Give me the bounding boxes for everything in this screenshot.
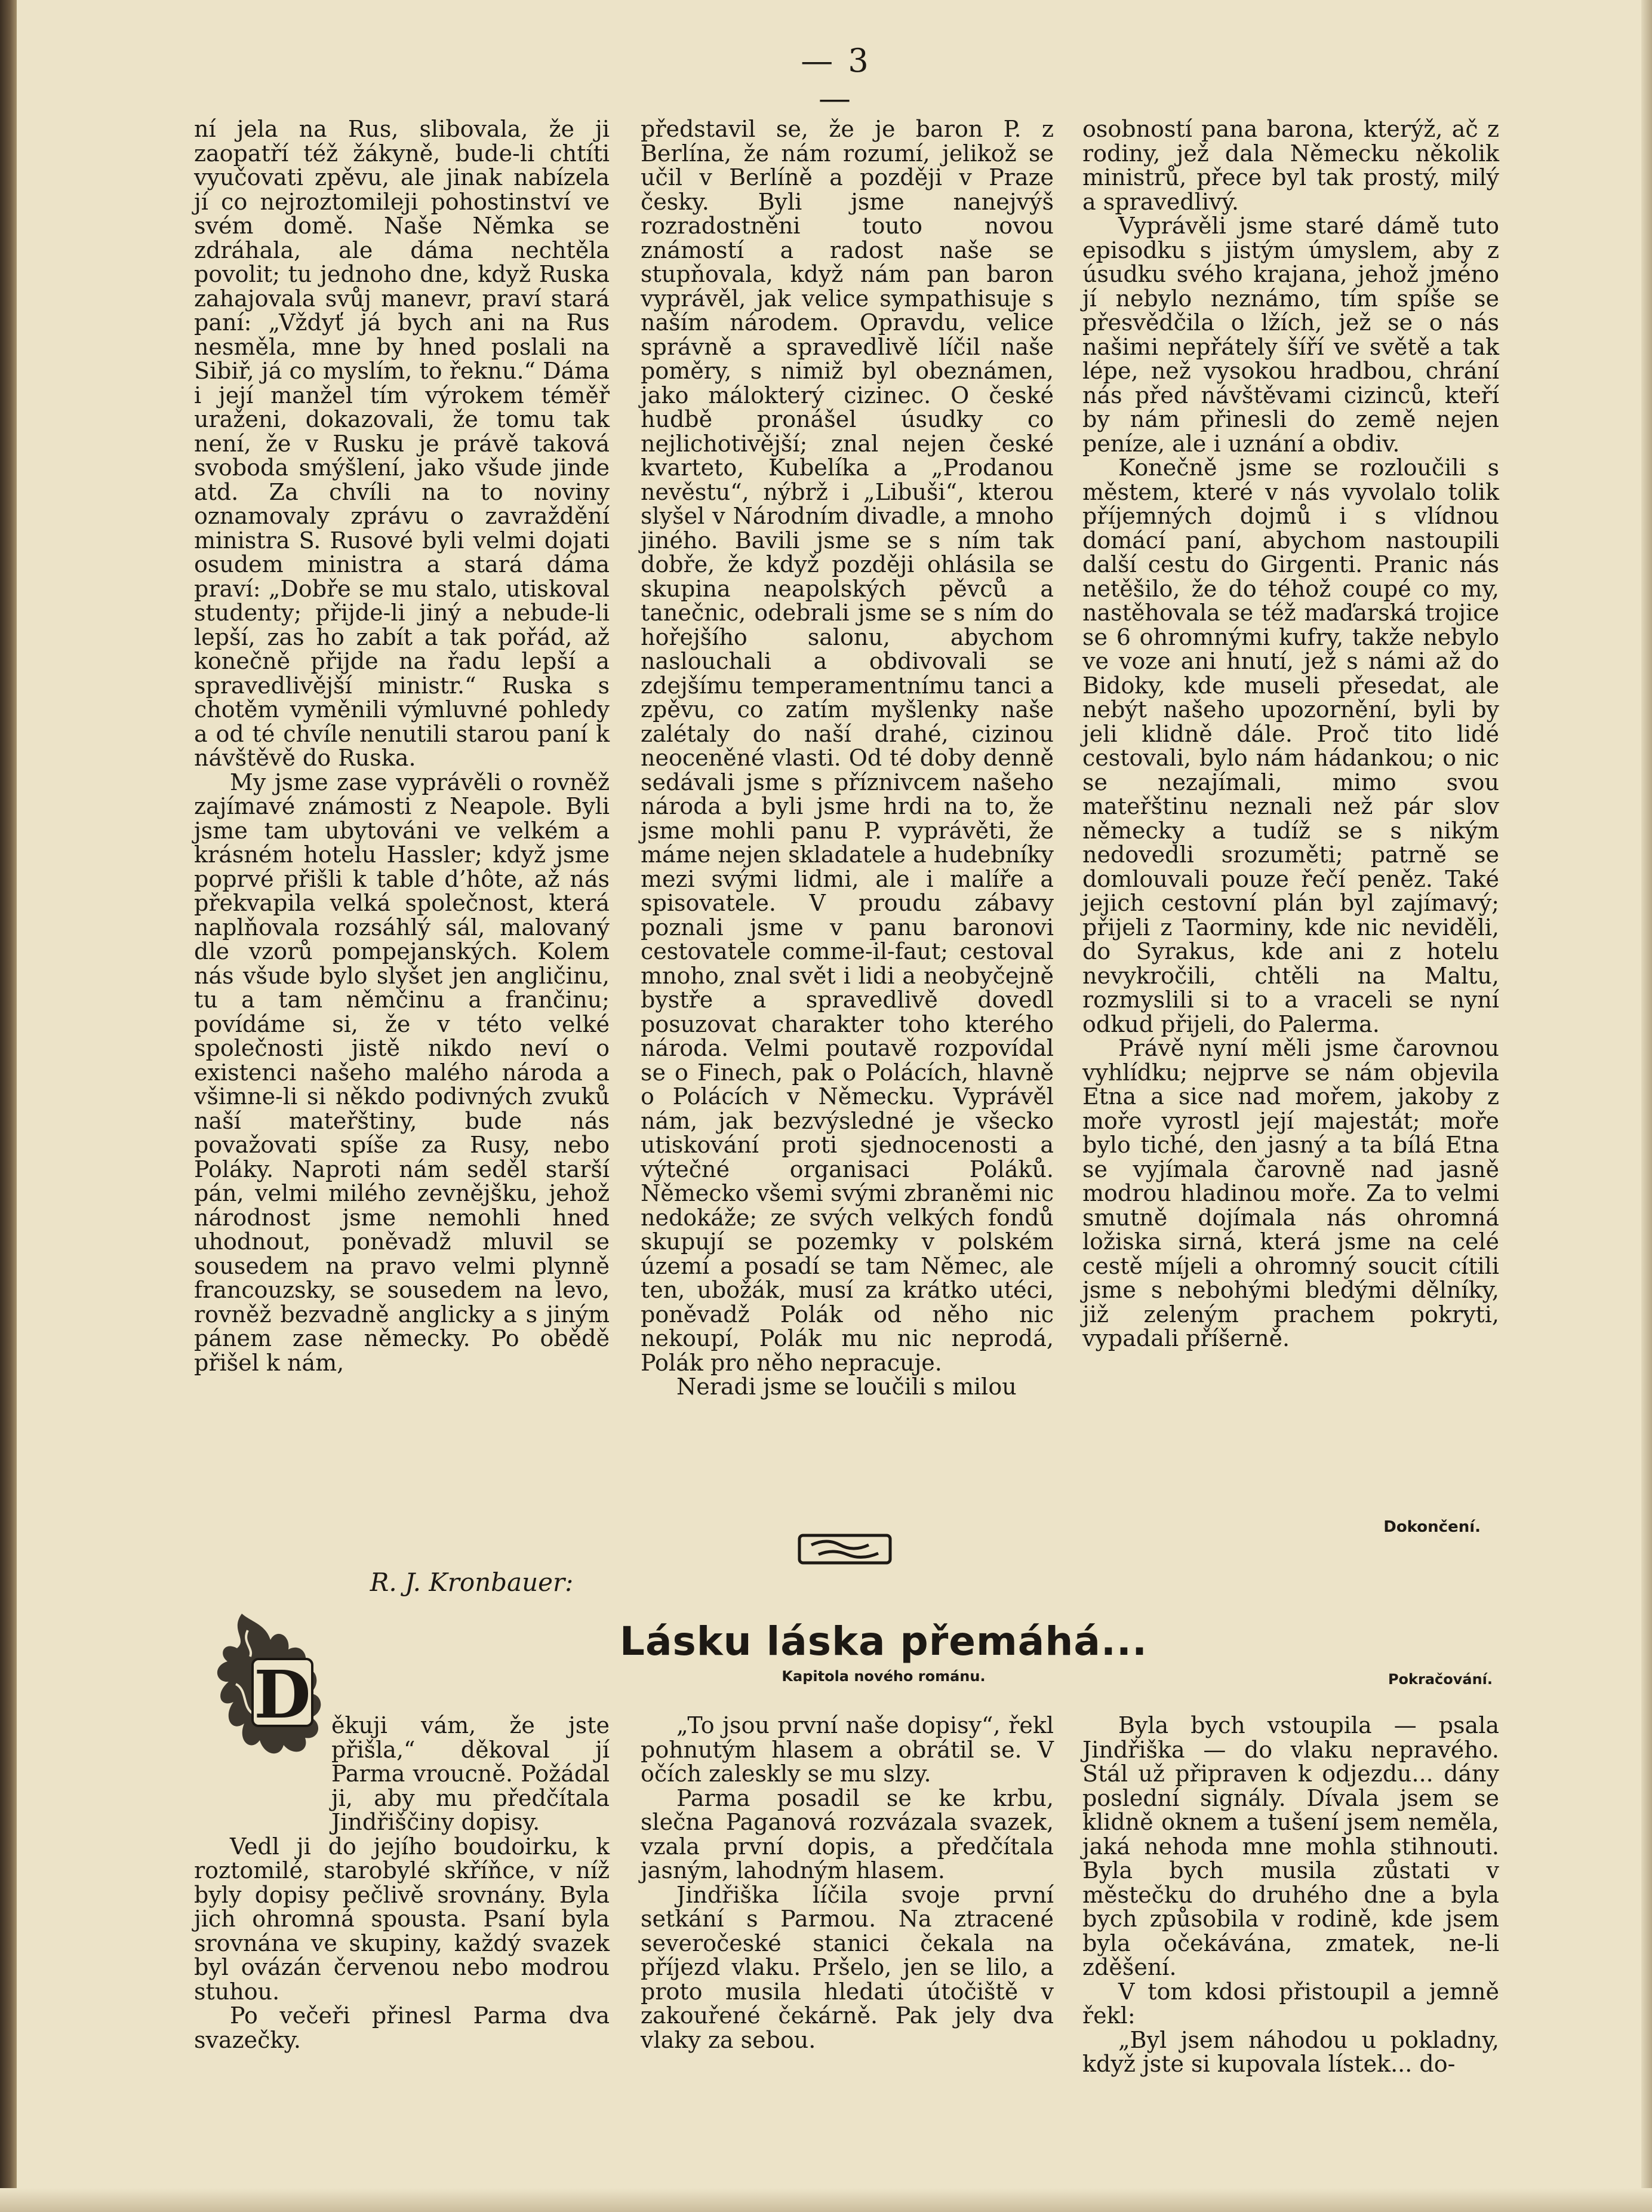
page-number: — 3 — [801, 42, 871, 117]
paragraph: Jindřiška líčila svoje první setkání s Parmou. Na ztracené severočeské stanici čekala na příjezd vlaku. Pršelo, jen se lilo, a proto musila hledati útočiště v zakouřené čekárně. Pak jely dva vlaky za sebou. [641, 1881, 1054, 2053]
paragraph: Právě nyní měli jsme čarovnou vyhlídku; nejprve se nám objevila Etna a sice nad mořem, jakoby z moře vyrostl její majestát; moře bylo tiché, den jasný a ta bílá Etna se vyjímala čarovně nad jasně modrou hladinou moře. Za to velmi smutně dojímala nás ohromná ložiska sirná, která jsme na celé cestě míjeli a ohromný soucit cítili jsme s nebohými bledými dělníky, již zeleným prachem pokryti, vypadali příšerně. [1082, 1035, 1499, 1351]
paragraph: Vedl ji do jejího boudoirku, k roztomilé, starobylé skříňce, v níž byly dopisy pečlivě srovnány. Byla jich ohromná spousta. Psaní byla srovnána ve skupiny, každý svazek byl ovázán červenou nebo modrou stuhou. [194, 1833, 610, 2005]
paragraph: My jsme zase vyprávěli o rovněž zajímavé známosti z Neapole. Byli jsme tam ubytováni ve velkém a krásném hotelu Hassler; když jsme poprvé přišli k table d’hôte, až nás překvapila velká společnost, která naplňovala rozsáhlý sál, malovaný dle vzorů pompejanských. Kolem nás všude bylo slyšet jen angličinu, tu a tam němčinu a frančinu; povídáme si, že v této velké společnosti jistě nikdo neví o existenci našeho malého národa a všimne-li si někdo podivných zvuků naší mateřštiny, bude nás považovati spíše za Rusy, nebo Poláky. Naproti nám seděl starší pán, velmi milého zevnějšku, jehož národnost jsme nemohli hned uhodnout, poněvadž mluvil se sousedem na pravo velmi plynně francouzsky, se sousedem na levo, rovněž bezvadně anglicky a s jiným pánem zase německy. Po obědě přišel k nám, [194, 769, 610, 1376]
paragraph: Konečně jsme se rozloučili s městem, které v nás vyvolalo tolik příjemných dojmů i s vlídnou domácí paní, abychom nastoupili další cestu do Girgenti. Pranic nás netěšilo, že do téhož coupé co my, nastěhovala se též maďarská trojice se 6 ohromnými kufry, takže nebylo ve voze ani hnutí, jež s námi až do Bidoky, kde museli přesedat, ale nebýt našeho upozornění, byli by jeli klidně dále. Proč tito lidé cestovali, bylo nám hádankou; o nic se nezajímali, mimo svou mateřštinu neznali než pár slov německy a tudíž se s nikým nedovedli srozuměti; patrně se domlouvali pouze řečí peněz. Také jejich cestovní plán byl zajímavý; přijeli z Taorminy, kde nic neviděli, do Syrakus, kde ani z hotelu nevykročili, chtěli na Maltu, rozmyslili si to a vraceli se nyní odkud přijeli, do Palerma. [1082, 454, 1499, 1037]
end-note: Dokončení. [1383, 1518, 1481, 1536]
continuation-note: Pokračování. [1388, 1671, 1493, 1688]
paragraph: „To jsou první naše dopisy“, řekl pohnutým hlasem a obrátil se. V očích zaleskly se mu slzy. [641, 1712, 1054, 1787]
paragraph: Vyprávěli jsme staré dámě tuto episodku s jistým úmyslem, aby z úsudku svého krajana, jehož jméno jí nebylo neznámo, tím spíše se přesvědčila o lžích, jež se o nás našimi nepřátely šíří ve světě a tak lépe, než vysokou hradbou, chrání nás před návštěvami cizinců, kteří by nám přinesli do země nejen peníze, ale i uznání a obdiv. [1082, 213, 1499, 457]
paragraph: V tom kdosi přistoupil a jemně řekl: [1082, 1978, 1499, 2029]
article1-column-3 [1082, 117, 1499, 1351]
section-divider-ornament [797, 1532, 893, 1566]
paragraph: Byla bych vstoupila — psala Jindřiška — do vlaku nepravého. Stál už připraven k odjezdu... dány poslední signály. Dívala jsem se klidně oknem a tušení jsem neměla, jaká nehoda mne mohla stihnouti. Byla bych musila zůstati v městečku do druhého dne a byla bych způsobila v rodině, kde jsem byla očekávána, zmatek, ne-li zděšení. [1082, 1712, 1499, 1980]
article1-column-2 [641, 117, 1054, 1399]
page-right-edge [1641, 0, 1652, 2212]
article-author: R. J. Kronbauer: [370, 1568, 574, 1597]
article2-column-2 [641, 1713, 1054, 2052]
article-subtitle: Kapitola nového románu. [782, 1668, 986, 1685]
article-title: Lásku láska přemáhá... [619, 1618, 1148, 1664]
dropcap-letter: D [254, 1656, 311, 1733]
article2-column-1 [194, 1713, 610, 2052]
page-bottom-edge [0, 2188, 1652, 2212]
paragraph: ní jela na Rus, slibovala, že ji zaopatří též žákyně, bude-li chtíti vyučovati zpěvu, ale jinak nabízela jí co nejroztomileji pohostinství ve svém domě. Naše Němka se zdráhala, ale dáma nechtěla povolit; tu jednoho dne, když Ruska zahajovala svůj manevr, praví stará paní: „Vždyť já bych ani na Rus nesměla, mne by hned poslali na Sibiř, já co myslím, to řeknu.“ Dáma i její manžel tím výrokem téměř uraženi, dokazovali, že tomu tak není, že v Rusku je právě taková svoboda smýšlení, jako všude jinde atd. Za chvíli na to noviny oznamovaly zprávu o zavraždění ministra S. Rusové byli velmi dojati osudem ministra a stará dáma praví: „Dobře se mu stalo, utiskoval studenty; přijde-li jiný a nebude-li lepší, zas ho zabít a tak pořád, až konečně přijde na řadu lepší a spravedlivější ministr.“ Ruska s chotěm vyměnili výmluvné pohledy a od té chvíle nenutili starou paní k návštěvě do Ruska. [194, 116, 610, 771]
article2-column-3 [1082, 1713, 1499, 2076]
article1-column-1 [194, 117, 610, 1375]
paragraph: Po večeři přinesl Parma dva svazečky. [194, 2002, 610, 2053]
page-binding-edge [0, 0, 17, 2212]
paragraph: představil se, že je baron P. z Berlína, že nám rozumí, jelikož se učil v Berlíně a později v Praze česky. Byli jsme nanejvýš rozradostněni touto novou známostí a radost naše se stupňovala, když nám pan baron vyprávěl, jak velice sympathisuje s naším národem. Opravdu, velice správně a spravedlivě líčil naše poměry, s nimiž byl obeznámen, jako málokterý cizinec. O české hudbě pronášel úsudky co nejlichotivější; znal nejen české kvarteto, Kubelíka a „Prodanou nevěstu“, nýbrž i „Libuši“, kterou slyšel v Národním divadle, a mnoho jiného. Bavili jsme se s ním tak dobře, že když později ohlásila se skupina neapolských pěvců a tanečnic, odebrali jsme se s ním do hořejšího salonu, abychom naslouchali a obdivovali se zdejšímu temperamentnímu tanci a zpěvu, co zatím myšlenky naše zalétaly do naší drahé, cizinou neoceněné vlasti. Od té doby denně sedávali jsme s příznivcem našeho národa a byli jsme hrdi na to, že jsme mohli panu P. vyprávěti, že máme nejen skladatele a hudebníky mezi svými lidmi, ale i malíře a spisovatele. V proudu zábavy poznali jsme v panu baronovi cestovatele comme-il-faut; cestoval mnoho, znal svět i lidi a neobyčejně bystře a spravedlivě dovedl posuzovat charakter toho kterého národa. Velmi poutavě rozpovídal se o Finech, pak o Polácích, hlavně o Polácích v Německu. Vyprávěl nám, jak bezvýsledné je všecko utiskování proti sjednocenosti a výtečné organisaci Poláků. Německo všemi svými zbraněmi nic nedokáže; ze svých velkých fondů skupují se pozemky v polském území a posadí se tam Němec, ale ten, ubožák, musí za krátko utéci, poněvadž Polák od něho nic nekoupí, Polák mu nic neprodá, Polák pro něho nepracuje. [641, 116, 1054, 1376]
paragraph: „Byl jsem náhodou u pokladny, když jste si kupovala lístek... do- [1082, 2026, 1499, 2077]
paragraph: ěkuji vám, že jste přišla,“ děkoval jí Parma vroucně. Požádal ji, aby mu předčítala Jindřiščiny dopisy. [331, 1712, 610, 1835]
paragraph: Neradi jsme se loučili s milou [676, 1374, 1017, 1400]
paragraph: osobností pana barona, kterýž, ač z rodiny, jež dala Německu několik ministrů, přece byl tak prostý, milý a spravedlivý. [1082, 116, 1499, 215]
paragraph: Parma posadil se ke krbu, slečna Paganová rozvázala svazek, vzala první dopis, a předčítala jasným, lahodným hlasem. [641, 1784, 1054, 1884]
